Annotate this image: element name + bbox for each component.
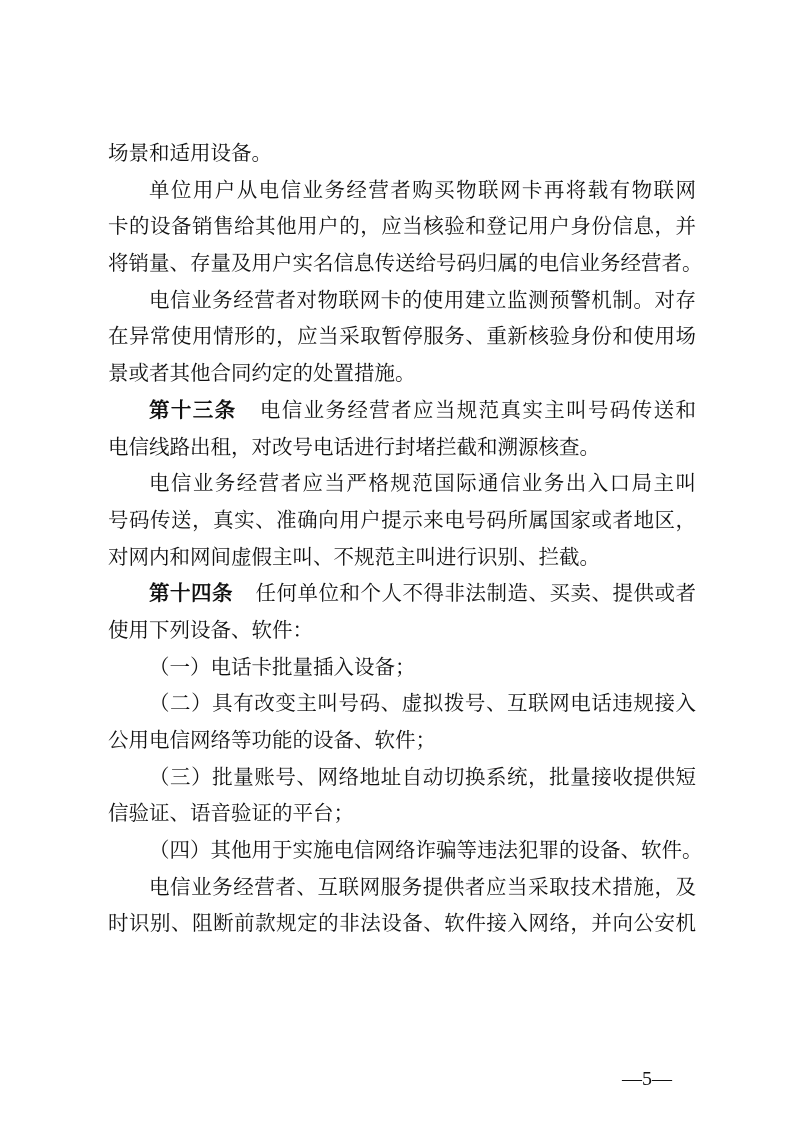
- text-line: 将销量、存量及用户实名信息传送给号码归属的电信业务经营者。: [108, 251, 703, 276]
- text-span: 电信业务经营者应当规范真实主叫号码传送和: [258, 397, 696, 422]
- page-number: —5—: [622, 1068, 672, 1090]
- list-item: （二）具有改变主叫号码、虚拟拨号、互联网电话违规接入: [149, 691, 696, 716]
- document-body: [108, 135, 703, 942]
- text-line: 场景和适用设备。: [108, 141, 272, 165]
- text-line: 电信线路出租，对改号电话进行封堵拦截和溯源核查。: [108, 434, 600, 459]
- article-14-line: [108, 575, 696, 612]
- text-line: 使用下列设备、软件：: [108, 617, 313, 642]
- text-span: 任何单位和个人不得非法制造、买卖、提供或者: [255, 581, 696, 606]
- text-line: 卡的设备销售给其他用户的，应当核验和登记用户身份信息，并: [108, 214, 696, 239]
- text-line: 对网内和网间虚假主叫、不规范主叫进行识别、拦截。: [108, 544, 600, 569]
- text-line: 时识别、阻断前款规定的非法设备、软件接入网络，并向公安机: [108, 911, 696, 936]
- text-line: 电信业务经营者、互联网服务提供者应当采取技术措施，及: [149, 874, 696, 899]
- list-item: （三）批量账号、网络地址自动切换系统，批量接收提供短: [149, 764, 696, 789]
- text-line: 号码传送，真实、准确向用户提示来电号码所属国家或者地区，: [108, 507, 696, 532]
- text-line: 景或者其他合同约定的处置措施。: [108, 361, 416, 386]
- list-item: （一）电话卡批量插入设备；: [149, 654, 416, 679]
- article-13-heading: 第十三条: [149, 397, 237, 422]
- text-line: 信验证、语音验证的平台；: [108, 801, 354, 826]
- text-line: 公用电信网络等功能的设备、软件；: [108, 728, 436, 752]
- text-line: 在异常使用情形的，应当采取暂停服务、重新核验身份和使用场: [108, 324, 696, 349]
- list-item: （四）其他用于实施电信网络诈骗等违法犯罪的设备、软件。: [149, 838, 703, 863]
- text-line: 电信业务经营者应当严格规范国际通信业务出入口局主叫: [149, 471, 696, 496]
- text-line: 单位用户从电信业务经营者购买物联网卡再将载有物联网: [149, 177, 696, 202]
- text-line: 电信业务经营者对物联网卡的使用建立监测预警机制。对存: [149, 287, 696, 312]
- article-13-line: [108, 392, 696, 429]
- article-14-heading: 第十四条: [149, 581, 233, 606]
